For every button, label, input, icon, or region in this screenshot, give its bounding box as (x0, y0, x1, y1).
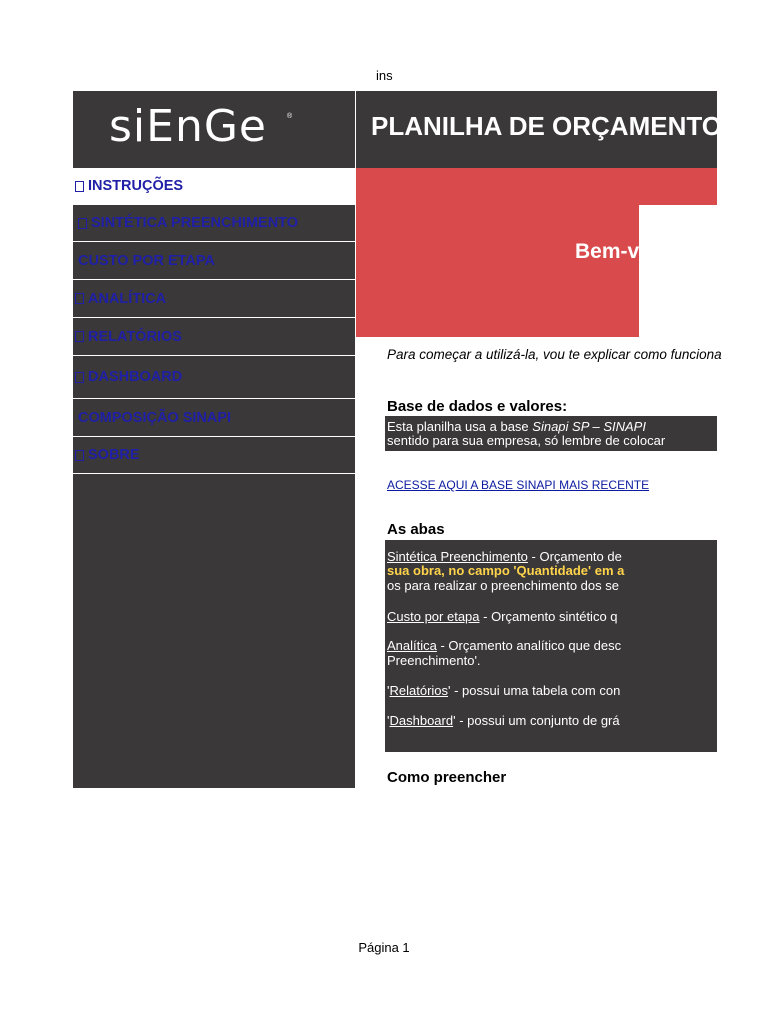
missing-glyph-icon (75, 331, 84, 342)
abas-info-box (385, 540, 717, 752)
base-info-line-2: sentido para sua empresa, só lembre de colocar (387, 433, 666, 448)
base-heading: Base de dados e valores: (387, 398, 568, 415)
nav-item-sintetica-preenchimento[interactable] (73, 205, 355, 242)
abas-line: os para realizar o preenchimento dos se (387, 578, 619, 593)
abas-line: Analítica - Orçamento analítico que desc (387, 638, 622, 653)
page-footer: Página 1 (358, 940, 410, 955)
sintetica-preenchimento-link[interactable]: Sintética Preenchimento (387, 549, 528, 564)
abas-line: sua obra, no campo 'Quantidade' em a (387, 563, 625, 578)
nav-item-sobre[interactable] (73, 437, 355, 474)
abas-line: Preenchimento'. (387, 653, 481, 668)
nav-item-label: INSTRUÇÕES (88, 178, 184, 194)
abas-line: Sintética Preenchimento - Orçamento de (387, 549, 622, 564)
como-preencher-heading: Como preencher (387, 769, 507, 786)
intro-text: Para começar a utilizá-la, vou te explicar como funciona (387, 347, 722, 362)
nav-item-label: SINTÉTICA PREENCHIMENTO (91, 215, 299, 231)
nav-item-instrucoes[interactable] (73, 168, 355, 205)
abas-line: 'Dashboard' - possui um conjunto de grá (387, 713, 620, 728)
custo-por-etapa-link[interactable]: Custo por etapa (387, 609, 480, 624)
nav-item-relatorios[interactable] (73, 318, 355, 356)
nav-item-dashboard[interactable] (73, 356, 355, 399)
nav-item-label: DASHBOARD (88, 369, 183, 385)
analitica-link[interactable]: Analítica (387, 638, 437, 653)
abas-heading: As abas (387, 521, 445, 538)
sinapi-base-link[interactable]: ACESSE AQUI A BASE SINAPI MAIS RECENTE (387, 478, 650, 492)
logo-registered-mark: ® (287, 113, 293, 120)
hero-banner-strip (639, 168, 717, 205)
nav-item-label: COMPOSIÇÃO SINAPI (78, 409, 232, 426)
nav-item-label: SOBRE (88, 447, 140, 463)
nav-item-composicao-sinapi[interactable] (73, 399, 355, 437)
missing-glyph-icon (75, 293, 84, 304)
nav-item-custo-por-etapa[interactable] (73, 242, 355, 280)
missing-glyph-icon (75, 372, 84, 383)
abas-line: Custo por etapa - Orçamento sintético q (387, 609, 618, 624)
base-info-box (385, 416, 717, 451)
title-bar (356, 91, 722, 168)
missing-glyph-icon (75, 450, 84, 461)
missing-glyph-icon (75, 181, 84, 192)
sheet-name: ins (376, 68, 393, 83)
missing-glyph-icon (78, 218, 87, 229)
nav-item-label: CUSTO POR ETAPA (78, 252, 215, 269)
page-title: PLANILHA DE ORÇAMENTO (371, 111, 722, 141)
hero-banner (356, 168, 684, 337)
base-info-line-1: Esta planilha usa a base Sinapi SP – SINAPI (387, 419, 646, 434)
logo-box (73, 91, 355, 168)
nav-item-label: RELATÓRIOS (88, 328, 182, 345)
navigation-menu (73, 168, 355, 788)
nav-item-analitica[interactable] (73, 280, 355, 318)
sienge-logo: siEnGe (109, 101, 268, 152)
relatorios-link[interactable]: Relatórios (389, 683, 449, 698)
abas-line: 'Relatórios' - possui uma tabela com con (387, 683, 621, 698)
welcome-text: Bem-vindo (575, 240, 684, 263)
nav-item-label: ANALÍTICA (88, 290, 167, 307)
dashboard-link[interactable]: Dashboard (389, 713, 454, 728)
